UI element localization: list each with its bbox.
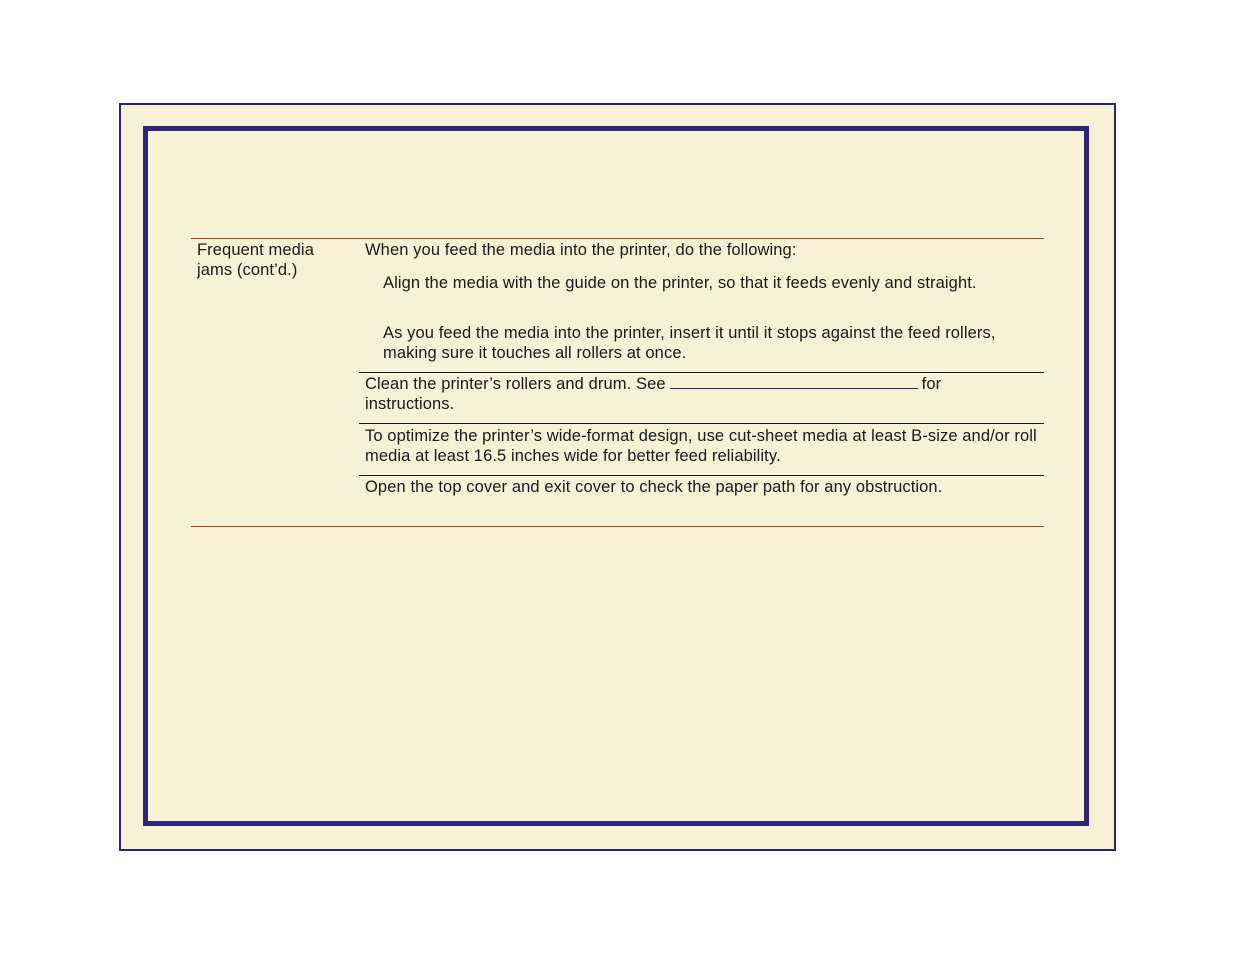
clean-text: Clean the printer’s rollers and drum. See xyxy=(365,375,666,393)
table-top-rule xyxy=(191,238,1044,239)
solution-feed-step-2: As you feed the media into the printer, insert it until it stops against the feed rollers, making sure it touches all rollers at once. xyxy=(383,324,996,362)
troubleshooting-table xyxy=(191,238,1044,527)
table-bottom-rule xyxy=(191,526,1044,527)
cross-reference-link[interactable] xyxy=(670,374,918,389)
row-divider xyxy=(359,475,1044,476)
solution-open-cover: Open the top cover and exit cover to check the paper path for any obstruction. xyxy=(365,478,943,496)
solution-clean-rollers xyxy=(365,374,1040,414)
clean-instructions-text: instructions. xyxy=(365,395,455,413)
row-divider xyxy=(359,372,1044,373)
clean-for-text: for xyxy=(921,375,942,393)
solution-feed-intro: When you feed the media into the printer, do the following: xyxy=(365,241,797,259)
row-divider xyxy=(359,423,1044,424)
solution-feed-step-1: Align the media with the guide on the printer, so that it feeds evenly and straight. xyxy=(383,274,977,292)
symptom-cell: Frequent media jams (cont’d.) xyxy=(197,241,314,279)
solution-optimize: To optimize the printer’s wide-format design, use cut-sheet media at least B-size and/or roll media at least 16.5 inches wide for better feed reliability. xyxy=(365,427,1037,465)
